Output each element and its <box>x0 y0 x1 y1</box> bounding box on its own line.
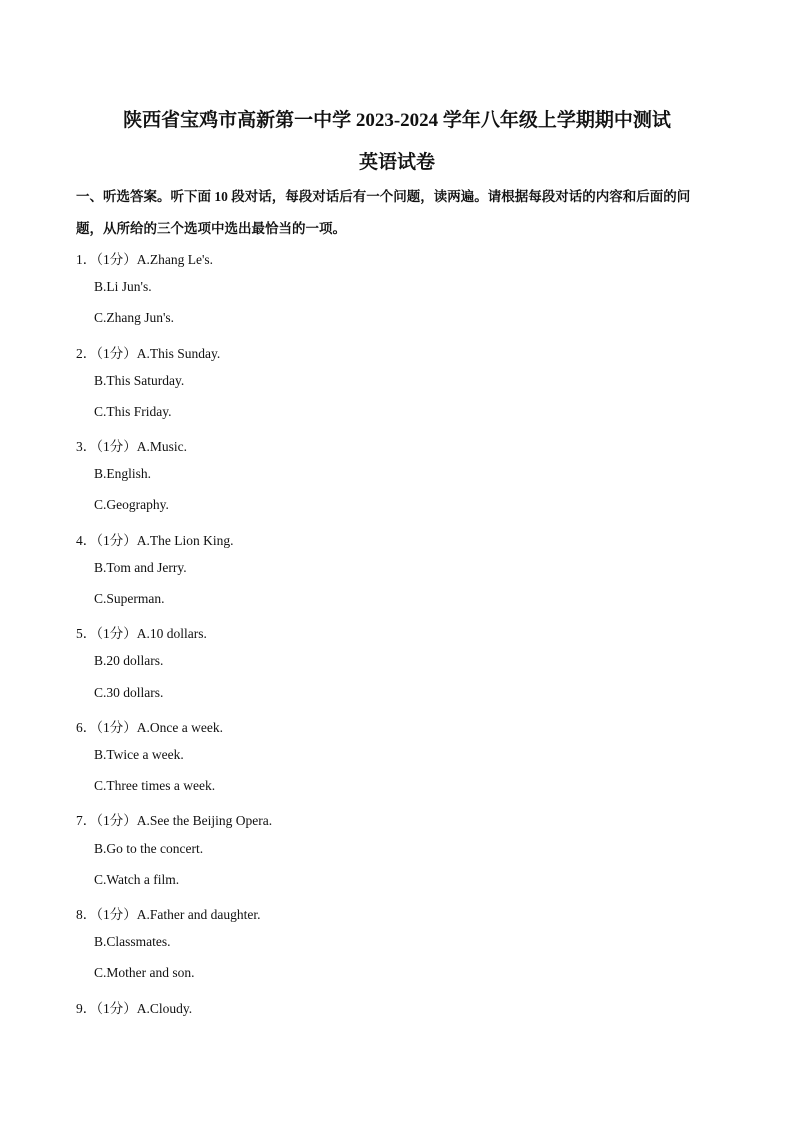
question-6-option-c: C.Three times a week. <box>94 778 216 793</box>
question-4-option-c: C.Superman. <box>94 591 165 606</box>
question-9-option-a: 9．（1分）A.Cloudy. <box>76 1001 193 1016</box>
question-8-option-c: C.Mother and son. <box>94 965 195 980</box>
document-subtitle: 英语试卷 <box>358 152 435 173</box>
question-6-option-a: 6．（1分）A.Once a week. <box>76 720 223 735</box>
question-3-option-b: B.English. <box>94 466 152 481</box>
question-8-option-a: 8．（1分）A.Father and daughter. <box>76 907 261 922</box>
question-1-option-b: B.Li Jun's. <box>94 279 152 294</box>
question-2-option-c: C.This Friday. <box>94 404 172 419</box>
question-7-option-c: C.Watch a film. <box>94 872 180 887</box>
question-7-option-a: 7．（1分）A.See the Beijing Opera. <box>76 813 273 828</box>
question-2-option-a: 2．（1分）A.This Sunday. <box>76 346 221 361</box>
question-3-option-a: 3．（1分）A.Music. <box>76 439 187 454</box>
question-7-option-b: B.Go to the concert. <box>94 841 204 856</box>
question-3-option-c: C.Geography. <box>94 497 169 512</box>
question-6-option-b: B.Twice a week. <box>94 747 184 762</box>
section-instructions: 一、听选答案。听下面 10 段对话，每段对话后有一个问题，读两遍。请根据每段对话的内容和后面的问 <box>76 189 691 204</box>
section-instructions-cont: 题，从所给的三个选项中选出最恰当的一项。 <box>76 221 346 236</box>
question-8-option-b: B.Classmates. <box>94 934 171 949</box>
question-5-option-a: 5．（1分）A.10 dollars. <box>76 626 207 641</box>
question-1-option-a: 1．（1分）A.Zhang Le's. <box>76 252 214 267</box>
question-4-option-b: B.Tom and Jerry. <box>94 560 187 575</box>
question-1-option-c: C.Zhang Jun's. <box>94 310 175 325</box>
question-5-option-c: C.30 dollars. <box>94 685 164 700</box>
question-2-option-b: B.This Saturday. <box>94 373 185 388</box>
question-4-option-a: 4．（1分）A.The Lion King. <box>76 533 234 548</box>
document-title: 陕西省宝鸡市高新第一中学 2023-2024 学年八年级上学期期中测试 <box>123 110 671 131</box>
question-5-option-b: B.20 dollars. <box>94 653 164 668</box>
